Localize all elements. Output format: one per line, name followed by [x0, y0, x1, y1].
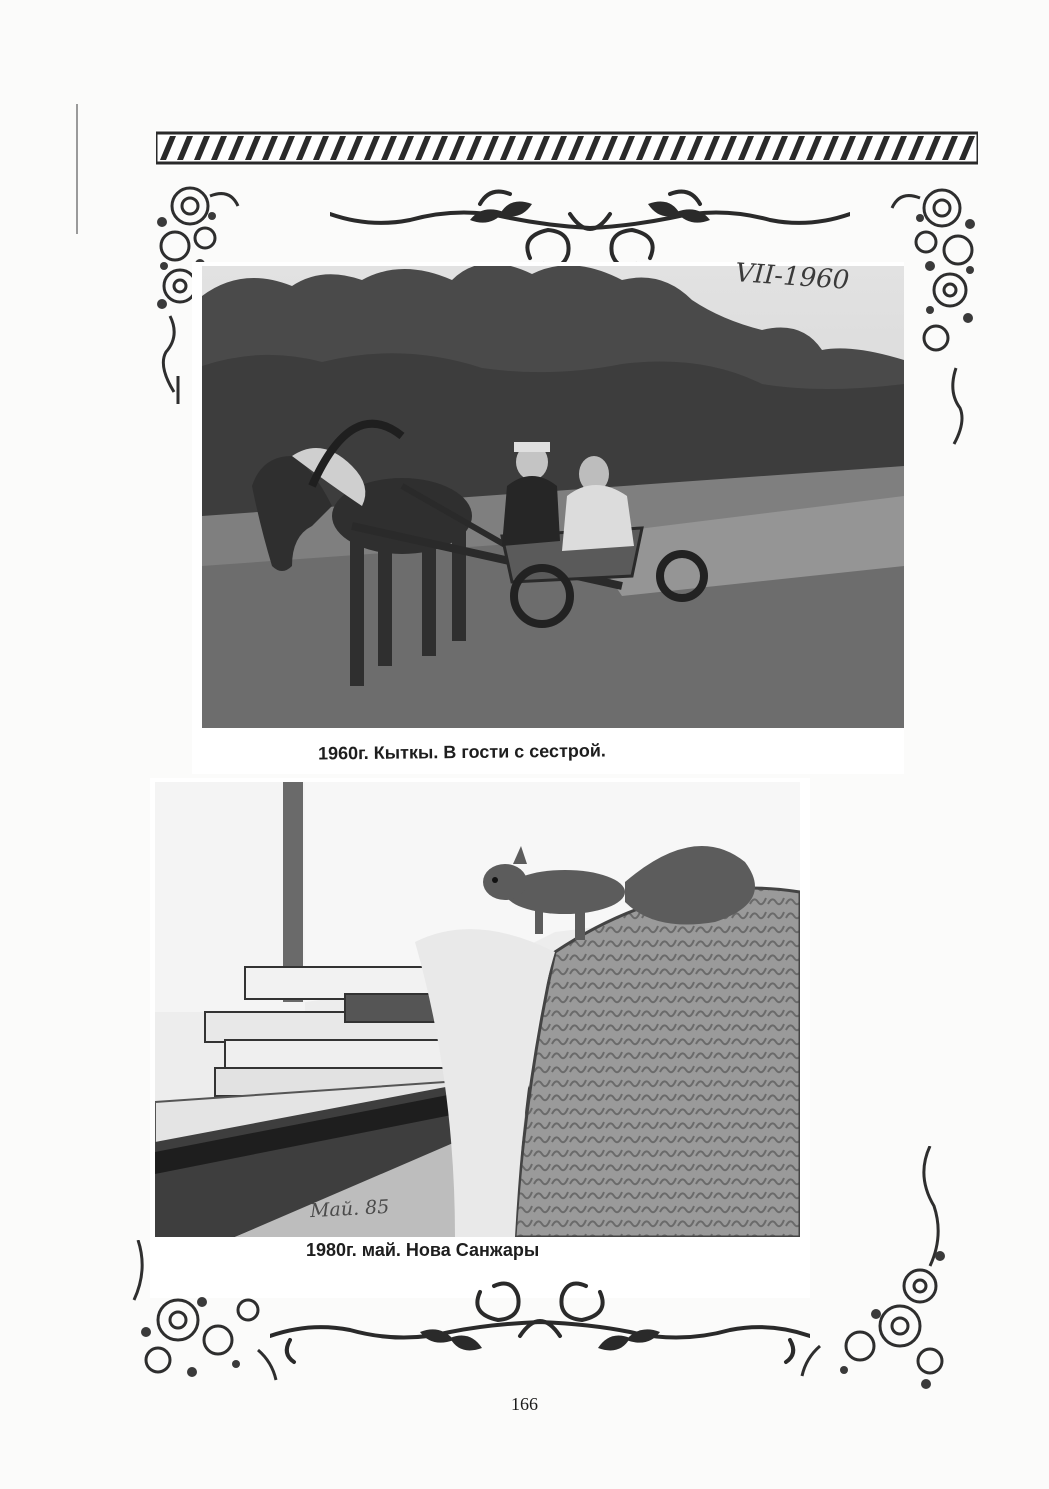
page-number: 166	[511, 1394, 538, 1414]
bottom-scroll-ornament	[270, 1280, 810, 1370]
rope-border-band	[156, 130, 978, 166]
scan-edge-line	[76, 104, 78, 234]
corner-ornament-bottom-right	[800, 1146, 960, 1394]
handwritten-date-note-2: Май. 85	[309, 1195, 390, 1223]
corner-ornament-bottom-left	[118, 1240, 278, 1390]
photo-2-caption: 1980г. май. Нова Санжары	[306, 1240, 540, 1260]
handwritten-date-note: VII-1960	[734, 258, 851, 296]
photo-squirrel	[155, 782, 800, 1237]
photo-horse-cart	[202, 266, 904, 728]
photo-1-caption: 1960г. Кыткы. В гости с сестрой.	[317, 740, 606, 764]
rope-pattern	[156, 130, 978, 166]
corner-ornament-top-right	[890, 178, 985, 448]
top-scroll-ornament	[330, 184, 850, 270]
